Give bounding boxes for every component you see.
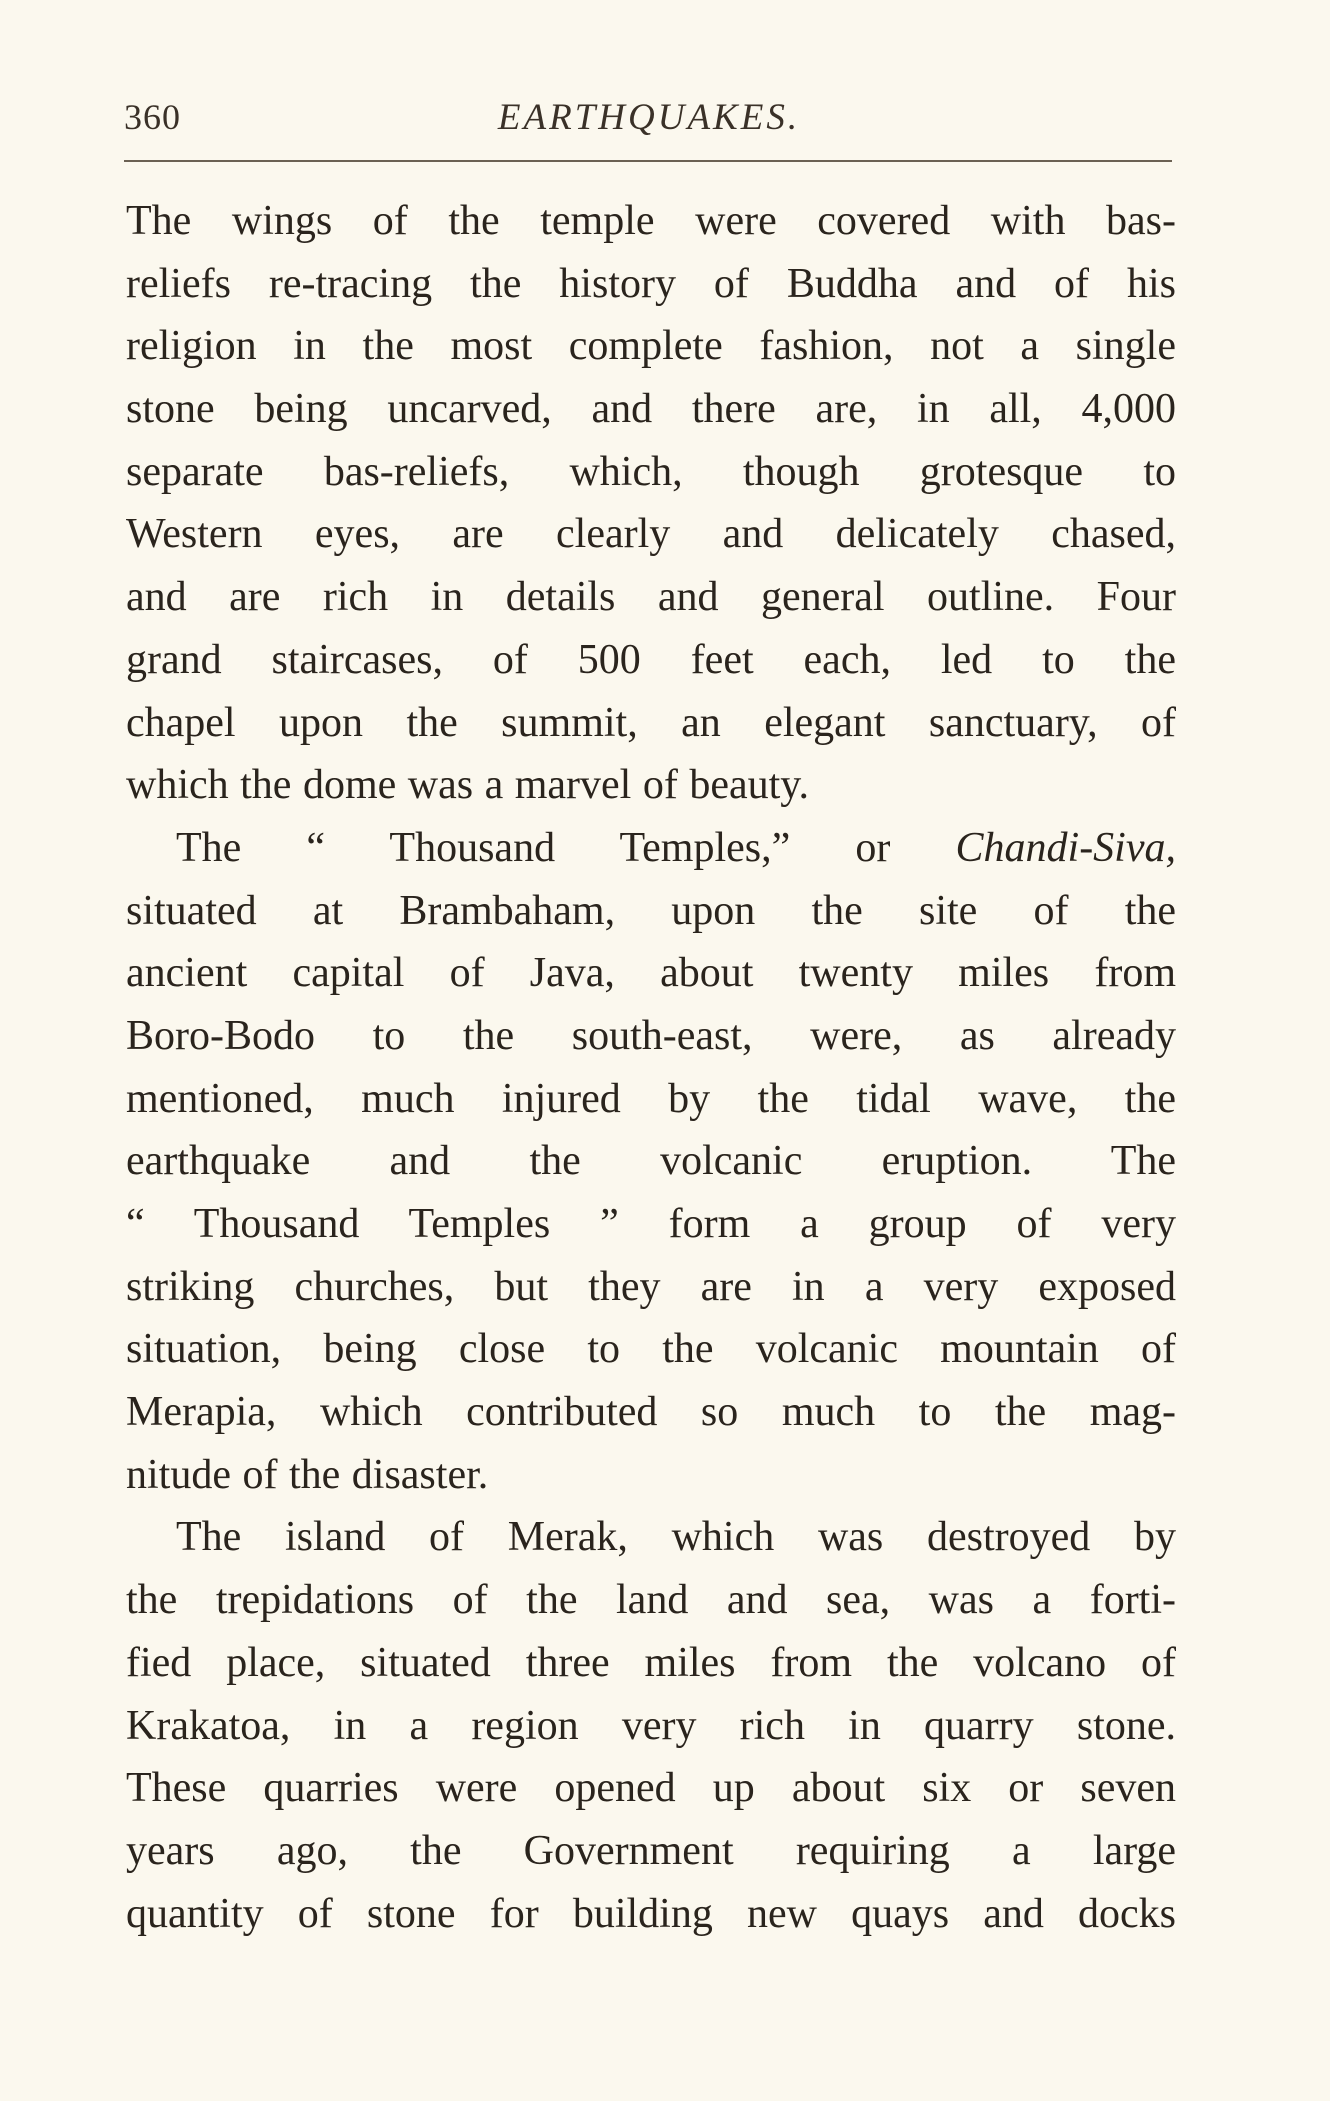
text-line: years ago, the Government requiring a large (126, 1827, 1176, 1874)
running-head: EARTHQUAKES. (497, 97, 801, 138)
text-line: The island of Merak, which was destroyed by (176, 1514, 1176, 1561)
text-line: These quarries were opened up about six or seven (126, 1765, 1176, 1812)
text-line: reliefs re-tracing the history of Buddha and of his (126, 260, 1176, 307)
text-line: mentioned, much injured by the tidal wave, the (126, 1075, 1176, 1122)
text-line: stone being uncarved, and there are, in all, 4,000 (126, 386, 1176, 433)
text-line: religion in the most complete fashion, not a single (126, 323, 1176, 370)
text-line: situation, being close to the volcanic mountain of (126, 1326, 1176, 1373)
text-line: “ Thousand Temples ” form a group of very (126, 1201, 1176, 1247)
text-line: striking churches, but they are in a very exposed (126, 1263, 1176, 1310)
body-text (126, 190, 1176, 1945)
text-line: grand staircases, of 500 feet each, led to the (126, 636, 1176, 683)
text-line: ancient capital of Java, about twenty miles from (126, 950, 1176, 997)
text-line: Boro-Bodo to the south-east, were, as already (126, 1012, 1176, 1059)
text-line: situated at Brambaham, upon the site of the (126, 887, 1176, 934)
text-line: fied place, situated three miles from the volcano of (126, 1639, 1176, 1686)
text-line: and are rich in details and general outline. Four (126, 574, 1176, 621)
header-rule (124, 160, 1172, 162)
text-line: which the dome was a marvel of beauty. (126, 762, 810, 809)
text-line (126, 817, 1176, 880)
text-line: the trepidations of the land and sea, was a forti- (126, 1577, 1176, 1624)
text-line: Merapia, which contributed so much to the mag- (126, 1389, 1176, 1436)
italic-term: Chandi-Siva, (955, 824, 1176, 871)
text-line: Krakatoa, in a region very rich in quarry stone. (126, 1702, 1176, 1749)
text-segment: The “ Thousand Temples,” or (176, 824, 956, 871)
page-number: 360 (124, 97, 181, 137)
text-line: chapel upon the summit, an elegant sanctuary, of (126, 699, 1176, 746)
paragraph-1 (126, 190, 1176, 817)
page-header (124, 96, 1174, 156)
text-line: The wings of the temple were covered with bas- (126, 198, 1176, 244)
text-line: quantity of stone for building new quays and docks (126, 1890, 1176, 1937)
paragraph-2 (126, 817, 1176, 1507)
text-line: separate bas-reliefs, which, though grotesque to (126, 448, 1176, 495)
text-line: nitude of the disaster. (126, 1451, 489, 1498)
paragraph-3 (126, 1506, 1176, 1945)
text-line: Western eyes, are clearly and delicately chased, (126, 511, 1176, 558)
text-line: earthquake and the volcanic eruption. The (126, 1138, 1176, 1185)
